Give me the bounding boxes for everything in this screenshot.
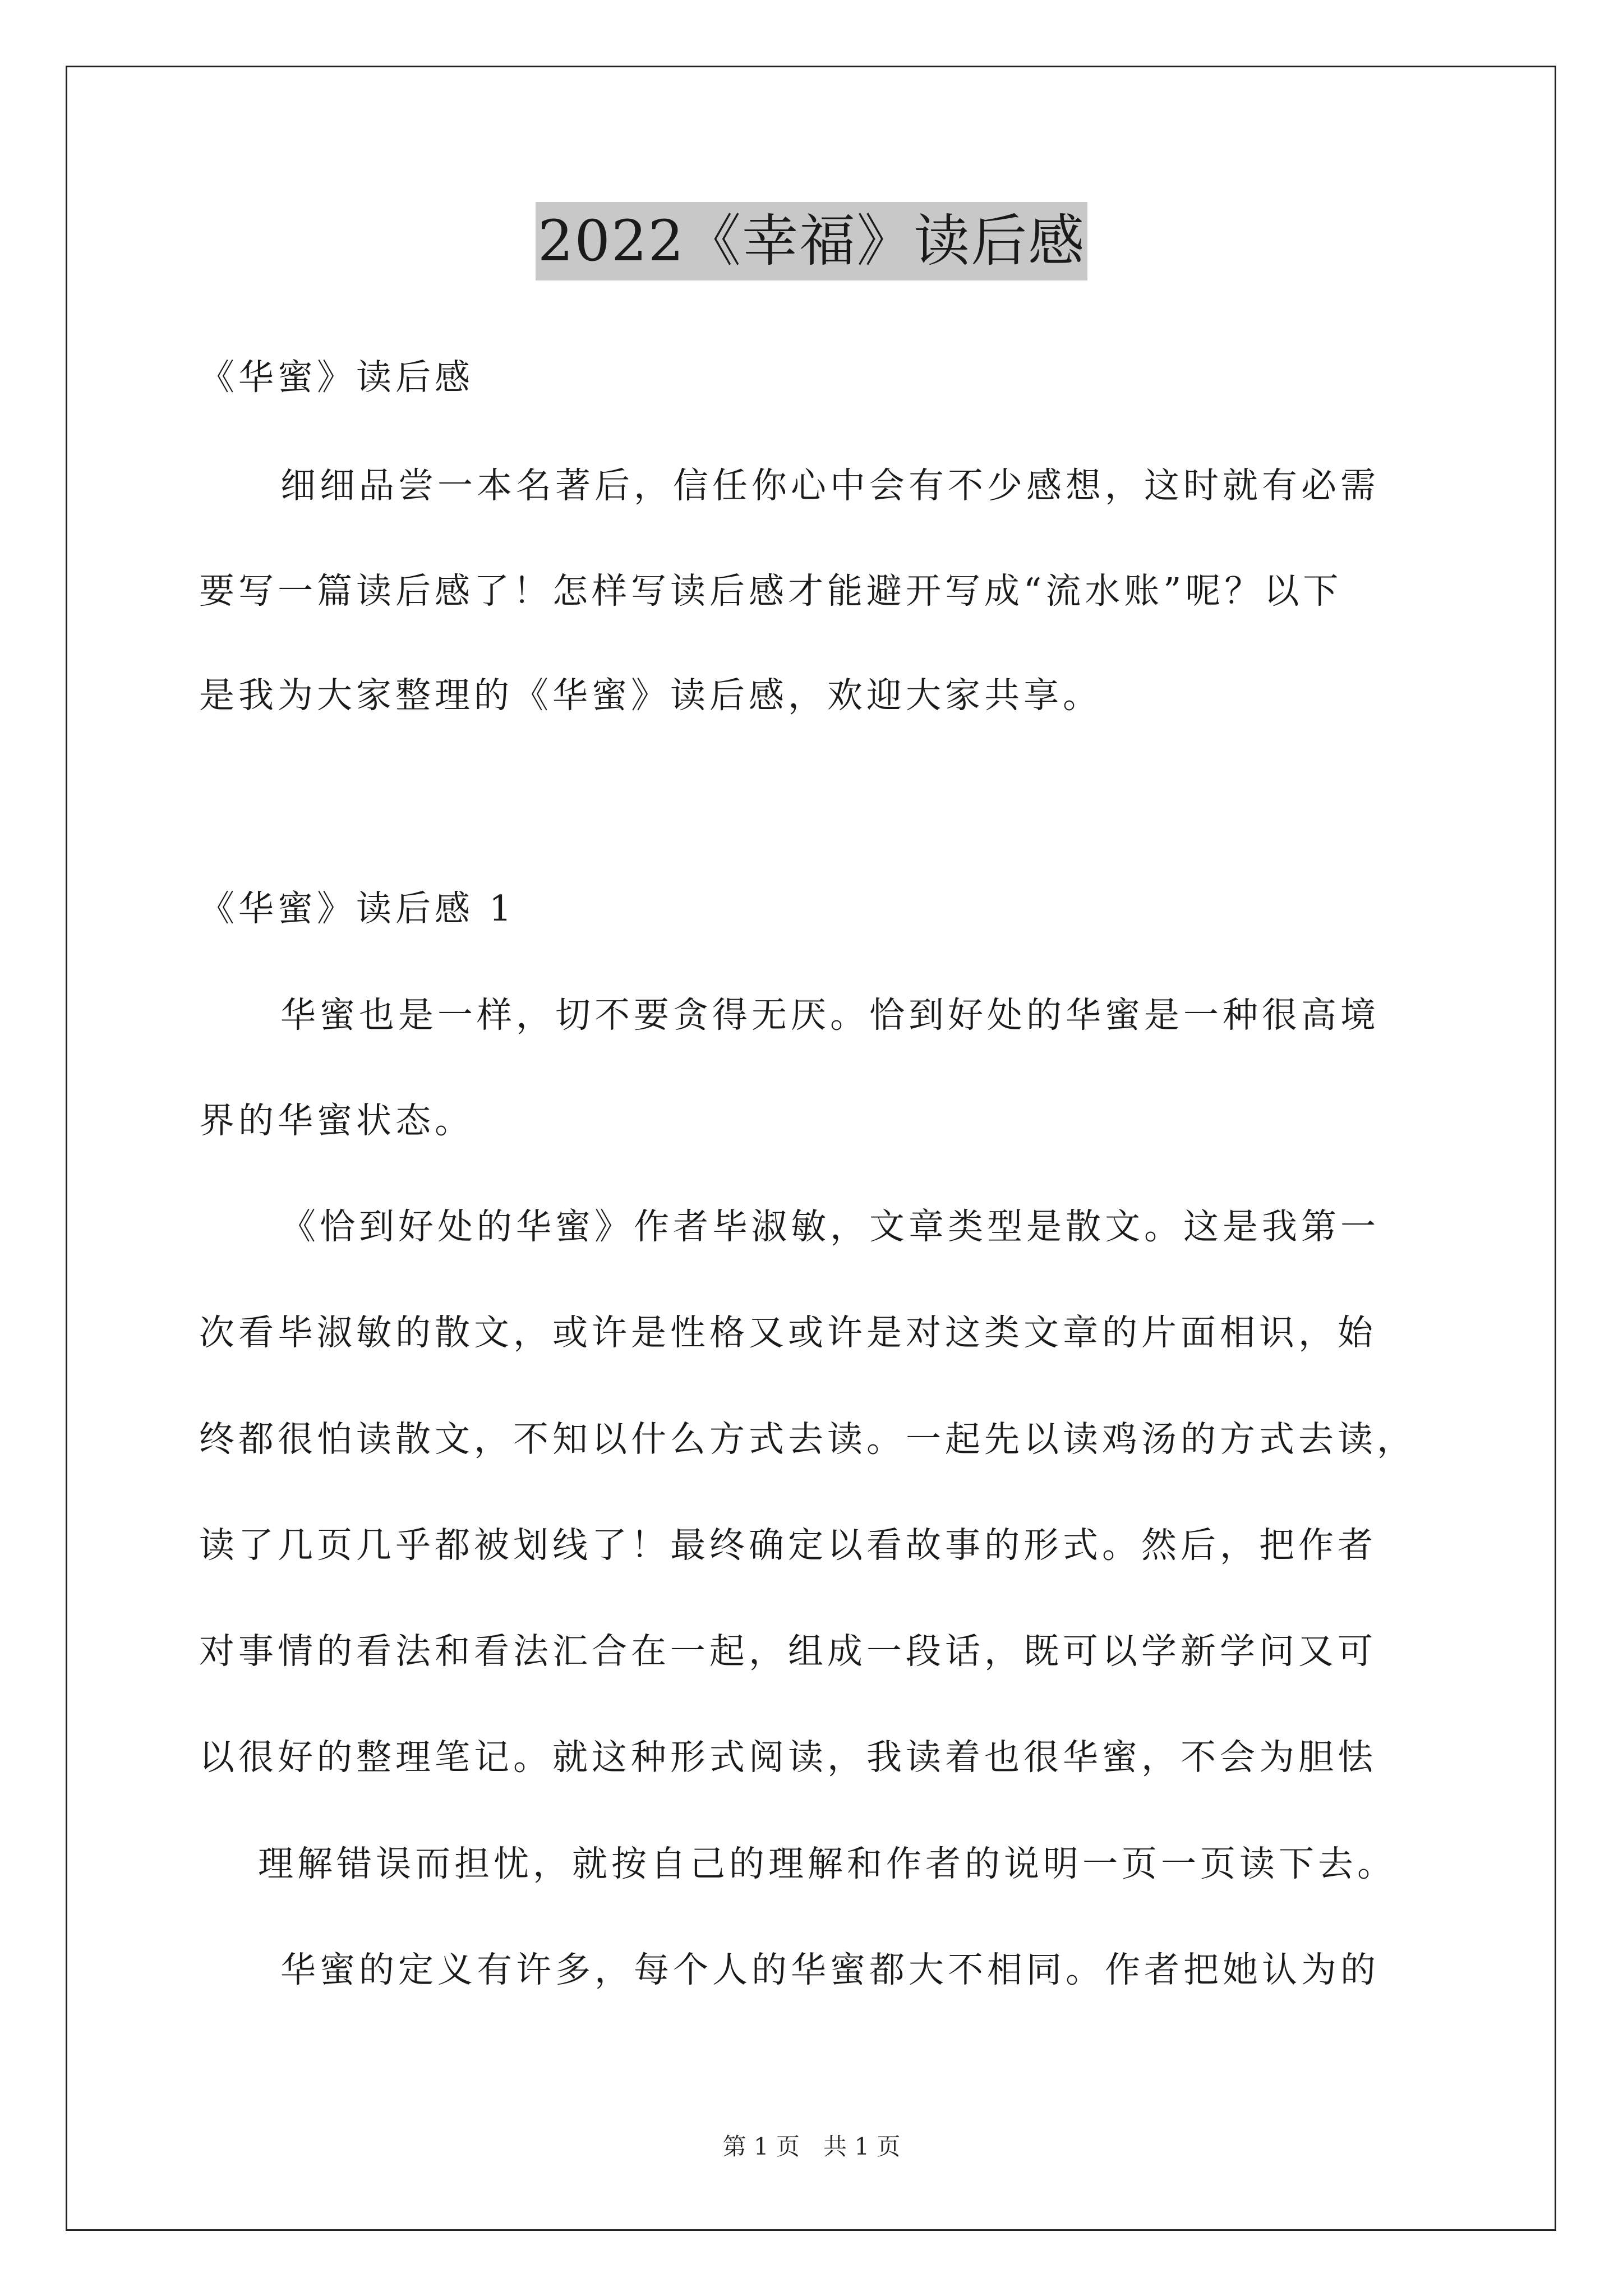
paragraph-line: 对事情的看法和看法汇合在一起，组成一段话，既可以学新学问又可 [199, 1631, 1377, 1672]
page-footer: 第 1 页 共 1 页 [722, 2133, 901, 2160]
paragraph-line: 华蜜的定义有许多，每个人的华蜜都大不相同。作者把她认为的 [280, 1949, 1380, 1990]
paragraph-line: 华蜜也是一样，切不要贪得无厌。恰到好处的华蜜是一种很高境 [280, 995, 1380, 1036]
paragraph-line: 《恰到好处的华蜜》作者毕淑敏，文章类型是散文。这是我第一 [280, 1206, 1380, 1247]
paragraph-line: 是我为大家整理的《华蜜》读后感，欢迎大家共享。 [199, 675, 1102, 716]
paragraph-line: 读了几页几乎都被划线了！最终确定以看故事的形式。然后，把作者 [199, 1525, 1377, 1566]
document-title: 2022《幸福》读后感 [536, 202, 1088, 280]
paragraph-line: 理解错误而担忧，就按自己的理解和作者的说明一页一页读下去。 [258, 1843, 1396, 1884]
paragraph-line: 以很好的整理笔记。就这种形式阅读，我读着也很华蜜，不会为胆怯 [199, 1737, 1377, 1778]
paragraph-line: 次看毕淑敏的散文，或许是性格又或许是对这类文章的片面相识，始 [199, 1312, 1377, 1353]
paragraph-line: 细细品尝一本名著后，信任你心中会有不少感想，这时就有必需 [280, 465, 1380, 506]
section-heading: 《华蜜》读后感 1 [199, 888, 516, 929]
title-container [0, 202, 1623, 280]
section-heading: 《华蜜》读后感 [199, 357, 474, 398]
paragraph-line: 界的华蜜状态。 [199, 1100, 474, 1141]
paragraph-line: 要写一篇读后感了！怎样写读后感才能避开写成“流水账”呢？以下 [199, 570, 1343, 611]
paragraph-line: 终都很怕读散文，不知以什么方式去读。一起先以读鸡汤的方式去读， [199, 1419, 1416, 1460]
